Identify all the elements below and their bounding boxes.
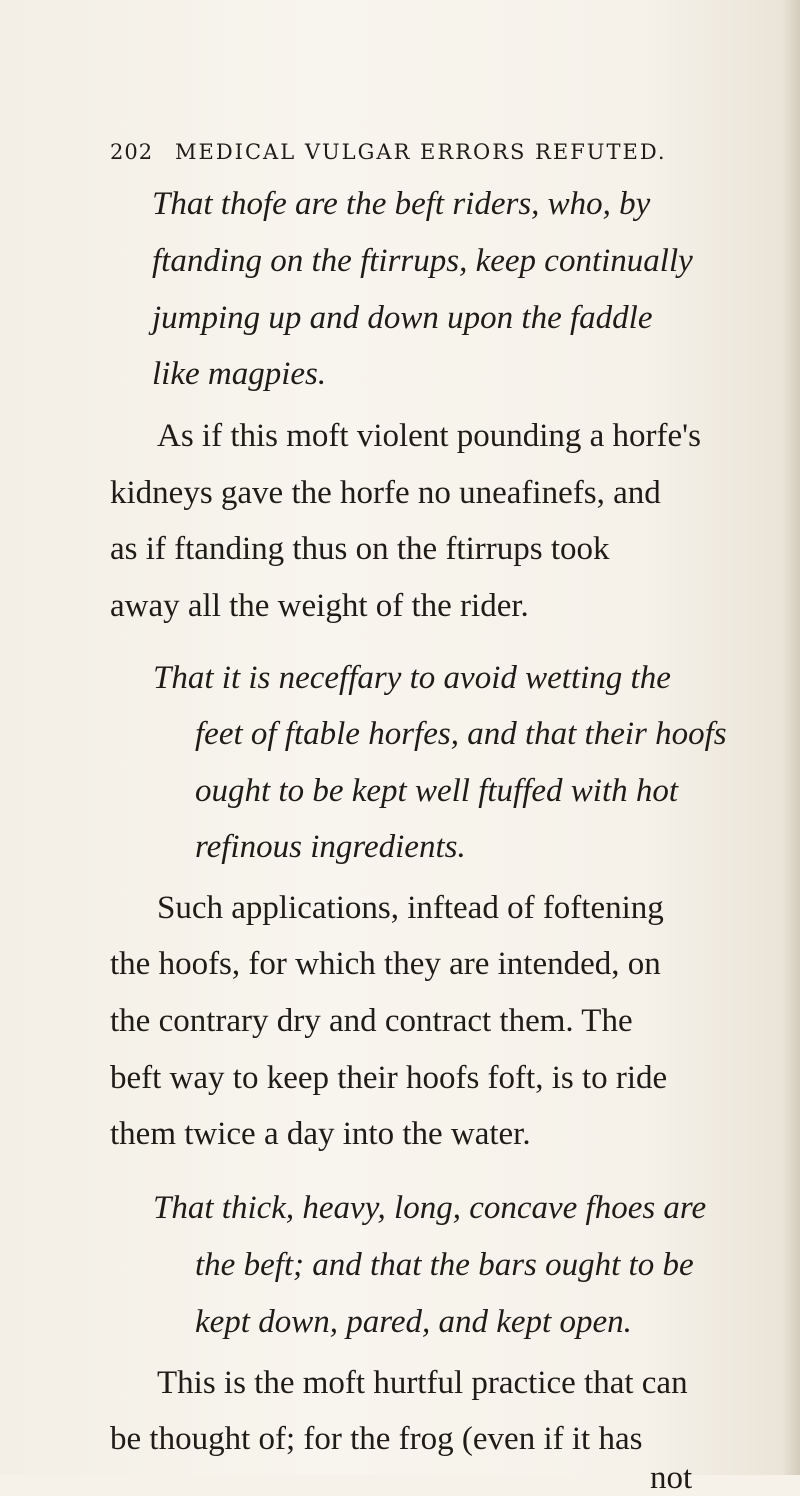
text-line: as if ftanding thus on the ftirrups took bbox=[110, 531, 610, 567]
text-line: the contrary dry and contract them. The bbox=[110, 1003, 633, 1039]
text-line: kept down, pared, and kept open. bbox=[195, 1304, 632, 1340]
text-line: As if this moft violent pounding a horfe's bbox=[157, 418, 701, 454]
text-line: This is the moft hurtful practice that can bbox=[157, 1365, 688, 1401]
text-line: Such applications, inftead of foftening bbox=[157, 890, 664, 926]
text-line: the hoofs, for which they are intended, on bbox=[110, 946, 661, 982]
catchword: not bbox=[650, 1460, 693, 1496]
text-line: ought to be kept well ftuffed with hot bbox=[195, 773, 679, 809]
text-line: ftanding on the ftirrups, keep continually bbox=[152, 243, 693, 279]
text-line: That it is neceffary to avoid wetting the bbox=[153, 660, 671, 696]
text-line: beft way to keep their hoofs foft, is to ride bbox=[110, 1060, 668, 1096]
page-header bbox=[110, 140, 670, 180]
text-line: like magpies. bbox=[152, 356, 327, 392]
text-line: kidneys gave the horfe no uneafinefs, and bbox=[110, 475, 661, 511]
text-line: them twice a day into the water. bbox=[110, 1116, 531, 1152]
text-line: refinous ingredients. bbox=[195, 829, 466, 865]
text-line: be thought of; for the frog (even if it has bbox=[110, 1421, 643, 1457]
text-line: away all the weight of the rider. bbox=[110, 588, 529, 624]
text-line: feet of ftable horfes, and that their hoofs bbox=[195, 716, 727, 752]
text-line: the beft; and that the bars ought to be bbox=[195, 1247, 694, 1283]
running-head: MEDICAL VULGAR ERRORS REFUTED. bbox=[175, 140, 667, 164]
page-number: 202 bbox=[110, 140, 154, 164]
text-line: That thick, heavy, long, concave fhoes are bbox=[153, 1190, 707, 1226]
text-line: That thofe are the beft riders, who, by bbox=[152, 186, 651, 222]
page-edge-shadow bbox=[782, 0, 800, 1475]
text-line: jumping up and down upon the faddle bbox=[152, 300, 653, 336]
